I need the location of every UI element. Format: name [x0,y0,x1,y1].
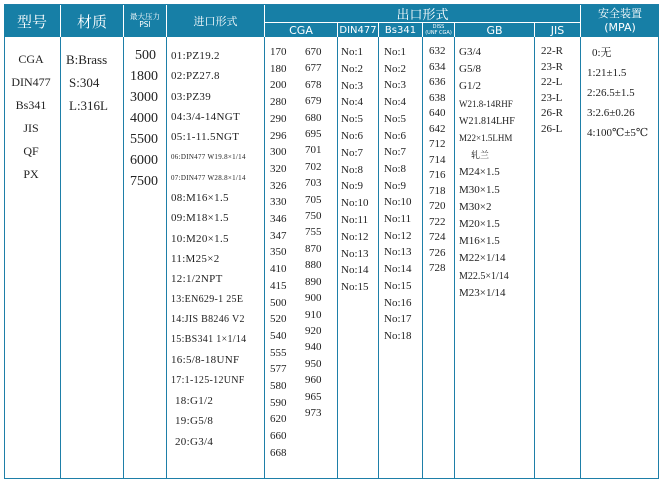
cga-item: 680 [305,111,322,124]
divider-model [60,37,61,479]
din477-item: No:5 [341,113,363,126]
inlet-item: 05:1-11.5NGT [171,131,240,144]
diss-item: 642 [429,122,446,135]
cga-item: 200 [270,79,287,92]
diss-item: 632 [429,45,446,57]
din477-item: No:11 [341,213,369,226]
cga-item: 677 [305,62,322,75]
bs341-item: No:14 [384,263,412,276]
gb-item: M23×1/14 [459,286,506,299]
cga-item: 870 [305,242,322,255]
diss-item: 724 [429,231,446,243]
divider-pressure [166,37,167,479]
din477-item: No:6 [341,129,363,142]
cga-item: 346 [270,213,287,226]
diss-item: 722 [429,215,446,228]
cga-item: 577 [270,363,287,376]
model-item: JIS [23,121,39,135]
header-model: 型号 [4,5,60,37]
din477-item: No:15 [341,281,369,294]
bs341-item: No:10 [384,196,412,209]
cga-item: 170 [270,46,287,58]
cga-item: 940 [305,341,322,354]
jis-item: 22-R [541,45,563,57]
gb-item: W21.814LHF [459,115,515,127]
bs341-item: No:17 [384,313,412,326]
header-outlet-gb: GB [455,23,534,37]
model-column [10,48,52,186]
header-pressure: 最大压力 PSI [124,5,166,37]
inlet-item: 18:G1/2 [175,395,214,408]
material-item: S:304 [69,75,100,90]
inlet-item: 03:PZ39 [171,90,211,103]
cga-item: 920 [305,324,322,337]
bs341-item: No:11 [384,213,412,226]
din477-item: No:13 [341,247,369,260]
gb-item: G5/8 [459,63,481,76]
inlet-column [171,46,246,452]
cga-item: 320 [270,162,287,175]
diss-item: 636 [429,76,446,88]
cga-item: 705 [305,193,322,206]
inlet-item: 01:PZ19.2 [171,50,220,62]
cga-item: 910 [305,308,322,321]
inlet-item: 06:DIN477 W19.8×1/14 [171,153,246,162]
jis-item: 23-L [541,91,563,104]
model-item: QF [23,144,39,158]
header-outlet-cga: CGA [265,23,337,37]
diss-item: 640 [429,107,446,119]
pressure-item: 3000 [130,90,158,105]
safety-item: 1:21±1.5 [587,67,627,79]
cga-item: 701 [305,144,322,157]
cga-item: 500 [270,296,287,309]
cga-item: 296 [270,129,287,142]
cga-item: 950 [305,357,322,370]
bs341-item: No:18 [384,329,412,342]
bs341-item: No:7 [384,146,406,159]
inlet-item: 17:1-125-12UNF [171,374,245,386]
cga-item: 520 [270,313,287,326]
model-item: CGA [18,52,44,66]
cga-item: 960 [305,374,322,387]
inlet-item: 07:DIN477 W28.8×1/14 [171,173,246,182]
gb-item: M20×1.5 [459,218,500,231]
gb-item: M22.5×1/14 [459,270,509,282]
jis-item: 23-R [541,60,563,73]
cga-column-2 [305,44,322,421]
bs341-item: No:3 [384,79,406,92]
jis-column [541,44,563,137]
table-bottom-border [4,478,659,479]
gb-item: M22×1/14 [459,252,506,265]
model-item: Bs341 [15,98,47,112]
pressure-item: 6000 [130,153,158,168]
cga-item: 350 [270,246,287,259]
bs341-item: No:4 [384,96,406,109]
inlet-item: 11:M25×2 [171,252,220,265]
safety-item: 2:26.5±1.5 [587,87,635,99]
inlet-item: 08:M16×1.5 [171,192,229,205]
bs341-item: No:9 [384,179,406,192]
cga-item: 678 [305,78,322,91]
gb-item: W21.8-14RHF [459,98,513,109]
din477-item: No:9 [341,180,363,193]
divider-diss [454,37,455,479]
bs341-item: No:8 [384,162,406,175]
bs341-item: No:16 [384,296,412,309]
inlet-item: 04:3/4-14NGT [171,110,240,123]
din477-item: No:4 [341,96,363,109]
gb-item: G3/4 [459,46,481,58]
header-outlet-din477: DIN477 [339,24,377,36]
gb-item: M22×1.5LHM [459,133,513,144]
cga-item: 620 [270,413,287,426]
cga-item: 300 [270,146,287,159]
inlet-item: 02:PZ27.8 [171,70,220,83]
inlet-item: 10:M20×1.5 [171,232,229,245]
cga-item: 965 [305,390,322,403]
divider-cga [337,37,338,479]
diss-item: 638 [429,91,446,104]
cga-item: 330 [270,196,287,209]
pressure-item: 4000 [130,111,158,126]
gb-item: 轧兰 [471,150,490,161]
cga-item: 180 [270,62,287,75]
gb-item: G1/2 [459,80,481,93]
cga-item: 668 [270,446,287,459]
diss-column [429,44,446,277]
cga-item: 670 [305,46,322,58]
table-left-border [4,37,5,479]
cga-item: 347 [270,229,287,242]
bs341-item: No:1 [384,46,406,58]
diss-item: 718 [429,184,446,197]
cga-item: 900 [305,292,322,305]
bs341-item: No:13 [384,246,412,259]
diss-item: 726 [429,246,446,259]
safety-item: 0:无 [592,47,612,59]
din477-item: No:10 [341,197,369,210]
pressure-item: 5500 [130,132,158,147]
divider-inlet [264,37,265,479]
header-outlet-jis: JIS [535,23,580,37]
bs341-item: No:2 [384,62,406,75]
model-item: DIN477 [11,75,51,89]
diss-item: 716 [429,169,446,181]
model-item: PX [23,167,39,181]
cga-item: 973 [305,406,322,419]
jis-item: 22-L [541,76,563,88]
bs341-column [384,44,412,345]
safety-item: 3:2.6±0.26 [587,107,635,119]
bs341-item: No:15 [384,279,412,292]
table-top-border [4,4,659,5]
diss-item: 714 [429,153,446,166]
cga-item: 410 [270,263,287,276]
inlet-item: 20:G3/4 [175,435,214,448]
header-outlet-diss: DISS (UNF CGA) [423,23,454,37]
inlet-item: 13:EN629-1 25E [171,293,244,305]
pressure-item: 7500 [130,174,158,189]
cga-item: 326 [270,179,287,192]
cga-item: 280 [270,96,287,109]
cga-item: 890 [305,275,322,288]
cga-item: 540 [270,329,287,342]
material-column [66,48,108,117]
diss-item: 728 [429,262,446,274]
gb-item: M24×1.5 [459,166,500,179]
pressure-item: 500 [135,48,156,63]
cga-item: 703 [305,177,322,190]
header-inlet: 进口形式 [167,5,264,37]
header-material: 材质 [61,5,123,37]
header-outlet: 出口形式 [265,5,580,22]
inlet-item: 09:M18×1.5 [171,212,229,225]
bs341-item: No:12 [384,229,412,242]
divider-bs341 [422,37,423,479]
pressure-column [130,45,158,192]
gb-column [459,44,515,302]
diss-item: 634 [429,60,446,73]
cga-item: 702 [305,160,322,173]
bs341-item: No:6 [384,129,406,142]
table-right-border [658,37,659,479]
din477-item: No:14 [341,264,369,277]
cga-item: 580 [270,380,287,393]
din477-column [341,44,369,296]
gb-item: M30×1.5 [459,183,500,196]
divider-material [123,37,124,479]
material-item: B:Brass [66,52,108,67]
diss-item: 720 [429,200,446,212]
material-item: L:316L [69,98,108,113]
bs341-item: No:5 [384,112,406,125]
jis-item: 26-R [541,107,563,119]
cga-item: 660 [270,430,287,443]
gb-item: M16×1.5 [459,235,500,248]
cga-item: 415 [270,279,287,292]
divider-jis [580,37,581,479]
inlet-item: 14:JIS B8246 V2 [171,313,245,325]
din477-item: No:2 [341,62,363,75]
jis-item: 26-L [541,122,563,135]
inlet-item: 12:1/2NPT [171,273,223,286]
cga-item: 290 [270,112,287,125]
safety-item: 4:100℃±5℃ [587,127,649,139]
header-outlet-bs341: Bs341 [379,23,422,37]
din477-item: No:12 [341,230,369,243]
pressure-item: 1800 [130,69,158,84]
din477-item: No:3 [341,79,363,92]
din477-item: No:1 [341,46,363,58]
divider-din477 [378,37,379,479]
cga-item: 679 [305,95,322,108]
divider-gb [534,37,535,479]
cga-item: 755 [305,226,322,239]
inlet-item: 15:BS341 1×1/14 [171,334,247,346]
safety-column [587,43,648,143]
gb-item: M30×2 [459,200,492,213]
cga-item: 590 [270,396,287,409]
din477-item: No:8 [341,163,363,176]
cga-column-1 [270,44,287,462]
cga-item: 555 [270,346,287,359]
inlet-item: 19:G5/8 [175,415,214,428]
cga-item: 695 [305,128,322,141]
diss-item: 712 [429,138,446,150]
cga-item: 880 [305,259,322,272]
inlet-item: 16:5/8-18UNF [171,354,240,367]
header-safety: 安全装置 (MPA) [581,5,659,37]
cga-item: 750 [305,210,322,223]
din477-item: No:7 [341,146,363,159]
